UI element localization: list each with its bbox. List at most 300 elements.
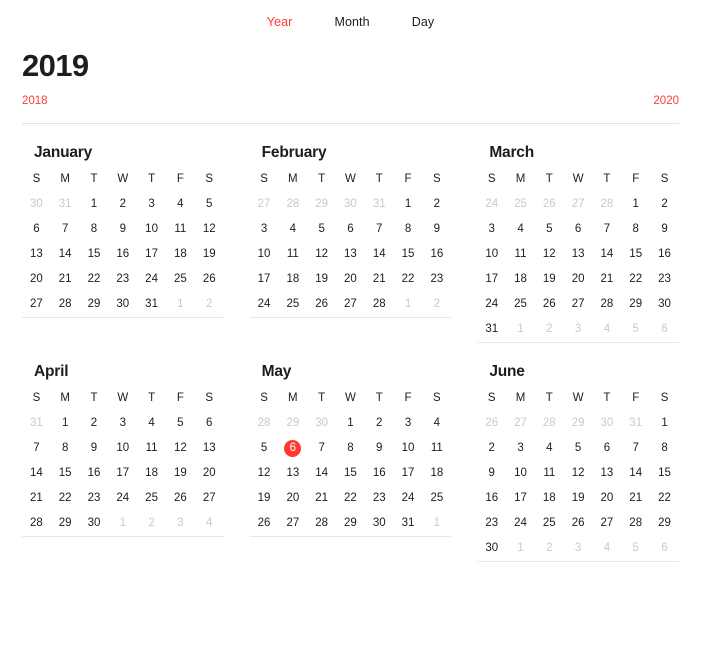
day-cell[interactable]	[250, 267, 279, 292]
day-cell[interactable]	[535, 436, 564, 461]
day-cell[interactable]	[650, 292, 679, 317]
day-cell[interactable]	[80, 486, 109, 511]
day-cell[interactable]	[535, 292, 564, 317]
day-cell[interactable]	[51, 411, 80, 436]
day-cell[interactable]	[650, 511, 679, 536]
day-cell[interactable]	[593, 511, 622, 536]
day-cell[interactable]	[535, 317, 564, 343]
day-cell[interactable]	[51, 486, 80, 511]
week-row	[250, 217, 452, 242]
day-number: 3	[488, 222, 495, 235]
weekday-label: M	[60, 172, 70, 185]
day-cell[interactable]	[365, 292, 394, 318]
day-cell[interactable]	[108, 192, 137, 217]
day-number: 15	[629, 247, 643, 260]
day-cell[interactable]	[593, 267, 622, 292]
tab-month[interactable]: Month	[334, 15, 370, 29]
day-number: 1	[404, 297, 412, 310]
day-cell[interactable]	[51, 267, 80, 292]
day-cell[interactable]	[564, 411, 593, 436]
weekday-label: T	[375, 172, 383, 185]
day-cell[interactable]	[506, 217, 535, 242]
day-cell[interactable]	[137, 292, 166, 318]
day-cell[interactable]	[394, 461, 423, 486]
day-cell[interactable]	[535, 217, 564, 242]
day-cell[interactable]	[564, 511, 593, 536]
day-cell[interactable]	[394, 192, 423, 217]
day-cell[interactable]	[80, 217, 109, 242]
day-cell[interactable]	[336, 436, 365, 461]
month-title[interactable]: April	[34, 362, 69, 380]
day-cell[interactable]	[535, 242, 564, 267]
weekday-header-row	[22, 170, 224, 192]
day-number: 28	[29, 516, 43, 529]
day-cell[interactable]	[535, 536, 564, 562]
day-cell[interactable]	[593, 536, 622, 562]
day-number: 30	[87, 516, 101, 529]
day-cell[interactable]	[506, 267, 535, 292]
day-cell[interactable]	[593, 317, 622, 343]
weekday-label: S	[487, 172, 496, 185]
month-title[interactable]: February	[261, 143, 327, 161]
day-cell[interactable]	[137, 217, 166, 242]
day-cell[interactable]	[250, 486, 279, 511]
day-number: 3	[260, 222, 268, 235]
day-cell[interactable]	[250, 242, 279, 267]
day-cell[interactable]	[394, 486, 423, 511]
day-number: 20	[600, 491, 614, 504]
day-cell[interactable]	[535, 267, 564, 292]
day-cell[interactable]	[250, 292, 279, 318]
weekday-label: T	[318, 172, 326, 185]
day-number: 5	[632, 541, 639, 554]
day-cell[interactable]	[477, 242, 506, 267]
day-cell[interactable]	[166, 267, 195, 292]
day-cell[interactable]	[422, 192, 451, 217]
day-cell[interactable]	[564, 292, 593, 317]
day-cell[interactable]	[166, 436, 195, 461]
day-number: 29	[344, 516, 357, 529]
day-cell[interactable]	[307, 217, 336, 242]
day-cell[interactable]	[621, 217, 650, 242]
day-cell[interactable]	[80, 411, 109, 436]
day-number: 28	[600, 197, 614, 210]
day-cell[interactable]	[278, 267, 307, 292]
day-cell[interactable]	[593, 461, 622, 486]
day-cell[interactable]	[336, 461, 365, 486]
day-number: 25	[542, 516, 556, 529]
day-cell[interactable]	[278, 242, 307, 267]
day-number: 13	[344, 247, 357, 260]
month-title[interactable]: January	[34, 143, 93, 161]
day-cell[interactable]	[535, 486, 564, 511]
day-cell[interactable]	[250, 436, 279, 461]
day-cell[interactable]	[137, 461, 166, 486]
day-cell[interactable]	[22, 192, 51, 217]
day-cell[interactable]	[22, 486, 51, 511]
day-number: 14	[29, 466, 43, 479]
day-cell[interactable]	[564, 242, 593, 267]
day-number: 4	[603, 541, 611, 554]
day-cell[interactable]	[22, 511, 51, 537]
day-cell[interactable]	[195, 217, 224, 242]
day-cell[interactable]	[477, 511, 506, 536]
day-cell[interactable]	[22, 242, 51, 267]
day-number: 19	[542, 272, 556, 285]
weekday-label: F	[632, 172, 640, 185]
day-cell[interactable]	[250, 192, 279, 217]
day-cell[interactable]	[621, 411, 650, 436]
view-mode-switcher[interactable]	[0, 0, 701, 32]
day-cell[interactable]	[477, 536, 506, 562]
day-cell[interactable]	[307, 292, 336, 318]
day-cell[interactable]	[365, 436, 394, 461]
day-number: 5	[632, 322, 639, 335]
day-cell[interactable]	[621, 267, 650, 292]
day-cell[interactable]	[195, 436, 224, 461]
day-cell[interactable]	[80, 511, 109, 537]
day-cell[interactable]	[394, 411, 423, 436]
day-cell[interactable]	[650, 267, 679, 292]
day-number: 25	[173, 272, 187, 285]
week-row	[477, 192, 679, 217]
week-row	[477, 292, 679, 317]
day-cell[interactable]	[137, 242, 166, 267]
day-cell[interactable]	[422, 242, 451, 267]
day-cell[interactable]	[650, 486, 679, 511]
day-cell[interactable]	[506, 292, 535, 317]
day-cell[interactable]	[593, 411, 622, 436]
day-cell[interactable]	[365, 411, 394, 436]
month-title[interactable]: June	[489, 362, 525, 380]
day-cell[interactable]	[477, 486, 506, 511]
previous-year-link[interactable]: 2018	[22, 94, 48, 107]
day-cell[interactable]	[506, 411, 535, 436]
day-number: 14	[58, 247, 72, 260]
day-cell[interactable]	[506, 317, 535, 343]
day-cell[interactable]	[166, 192, 195, 217]
week-row	[22, 461, 224, 486]
day-number: 30	[658, 297, 671, 310]
day-cell[interactable]	[108, 242, 137, 267]
day-cell[interactable]	[278, 192, 307, 217]
day-cell[interactable]	[564, 486, 593, 511]
day-cell[interactable]	[307, 411, 336, 436]
day-cell[interactable]	[307, 267, 336, 292]
day-cell[interactable]	[593, 242, 622, 267]
day-cell[interactable]	[307, 511, 336, 537]
day-cell[interactable]	[564, 217, 593, 242]
day-cell[interactable]	[336, 411, 365, 436]
day-cell[interactable]	[506, 486, 535, 511]
day-cell[interactable]	[535, 411, 564, 436]
day-cell[interactable]	[365, 486, 394, 511]
day-cell[interactable]	[166, 292, 195, 318]
day-number: 18	[173, 247, 187, 260]
day-cell[interactable]	[365, 511, 394, 537]
day-cell[interactable]	[250, 511, 279, 537]
day-cell[interactable]	[394, 292, 423, 318]
day-cell[interactable]	[564, 436, 593, 461]
day-cell[interactable]	[650, 192, 679, 217]
day-cell[interactable]	[22, 461, 51, 486]
day-number: 1	[119, 516, 126, 529]
day-cell[interactable]	[535, 192, 564, 217]
day-cell[interactable]	[307, 461, 336, 486]
day-cell[interactable]	[564, 536, 593, 562]
day-cell[interactable]	[650, 411, 679, 436]
day-cell[interactable]	[593, 217, 622, 242]
day-cell[interactable]	[477, 411, 506, 436]
day-cell[interactable]	[195, 511, 224, 537]
day-number: 15	[658, 466, 671, 479]
day-number: 24	[145, 272, 158, 285]
day-cell[interactable]	[166, 217, 195, 242]
day-number: 6	[661, 322, 668, 335]
day-number: 27	[571, 197, 585, 210]
day-cell[interactable]	[336, 511, 365, 537]
day-cell[interactable]	[108, 217, 137, 242]
day-cell[interactable]	[394, 217, 423, 242]
day-cell[interactable]	[51, 461, 80, 486]
day-cell[interactable]	[108, 436, 137, 461]
day-number: 30	[315, 416, 329, 429]
day-cell[interactable]	[535, 461, 564, 486]
day-cell[interactable]	[477, 317, 506, 343]
day-number: 13	[600, 466, 614, 479]
weekday-label: S	[205, 172, 214, 185]
day-cell[interactable]	[506, 242, 535, 267]
tab-day[interactable]: Day	[411, 15, 435, 29]
month-february	[250, 144, 452, 343]
day-cell[interactable]	[278, 461, 307, 486]
day-cell[interactable]	[51, 217, 80, 242]
day-cell[interactable]	[108, 461, 137, 486]
day-cell[interactable]	[195, 192, 224, 217]
day-cell[interactable]	[336, 242, 365, 267]
week-row	[250, 511, 452, 537]
day-number: 16	[87, 466, 101, 479]
day-cell[interactable]	[336, 267, 365, 292]
day-cell[interactable]	[422, 486, 451, 511]
day-cell[interactable]	[621, 317, 650, 343]
day-cell[interactable]	[336, 292, 365, 318]
weekday-label: S	[205, 391, 214, 404]
day-cell[interactable]	[422, 292, 451, 318]
day-cell[interactable]	[166, 242, 195, 267]
day-cell[interactable]	[621, 461, 650, 486]
day-cell[interactable]	[195, 242, 224, 267]
day-cell[interactable]	[22, 292, 51, 318]
day-cell[interactable]	[336, 486, 365, 511]
day-cell[interactable]	[278, 411, 307, 436]
day-cell[interactable]	[137, 511, 166, 537]
day-cell[interactable]	[166, 486, 195, 511]
day-cell[interactable]	[336, 217, 365, 242]
day-cell[interactable]	[80, 292, 109, 318]
day-cell[interactable]	[51, 292, 80, 318]
day-cell[interactable]	[593, 292, 622, 317]
day-number: 29	[629, 297, 643, 310]
day-cell[interactable]	[506, 511, 535, 536]
month-title[interactable]: March	[489, 143, 534, 161]
day-cell[interactable]	[137, 267, 166, 292]
day-cell[interactable]	[621, 242, 650, 267]
day-cell[interactable]	[506, 536, 535, 562]
day-cell[interactable]	[166, 411, 195, 436]
day-cell[interactable]	[137, 486, 166, 511]
day-cell[interactable]	[80, 436, 109, 461]
day-cell[interactable]	[365, 267, 394, 292]
day-cell[interactable]	[394, 511, 423, 537]
day-number: 9	[661, 222, 668, 235]
weekday-label: M	[60, 391, 70, 404]
day-cell[interactable]	[278, 486, 307, 511]
day-cell[interactable]	[365, 461, 394, 486]
day-cell[interactable]	[593, 486, 622, 511]
day-cell[interactable]	[166, 461, 195, 486]
day-cell[interactable]	[51, 511, 80, 537]
day-cell[interactable]	[621, 436, 650, 461]
day-cell[interactable]	[195, 292, 224, 318]
day-cell[interactable]	[621, 292, 650, 317]
day-cell[interactable]	[650, 536, 679, 562]
tab-year[interactable]: Year	[266, 15, 293, 29]
day-cell[interactable]	[394, 436, 423, 461]
day-number: 19	[173, 466, 187, 479]
day-cell[interactable]	[137, 411, 166, 436]
next-year-link[interactable]: 2020	[653, 94, 679, 107]
day-number: 25	[286, 297, 300, 310]
day-cell[interactable]	[477, 192, 506, 217]
day-cell[interactable]	[195, 411, 224, 436]
day-cell[interactable]	[621, 486, 650, 511]
day-cell[interactable]	[51, 242, 80, 267]
day-cell[interactable]	[422, 461, 451, 486]
day-cell[interactable]	[365, 217, 394, 242]
weekday-label: T	[545, 172, 553, 185]
day-cell[interactable]	[195, 486, 224, 511]
day-cell[interactable]	[80, 461, 109, 486]
month-march	[477, 144, 679, 343]
day-cell[interactable]	[108, 486, 137, 511]
day-cell[interactable]	[422, 436, 451, 461]
day-cell[interactable]	[108, 511, 137, 537]
day-number: 2	[206, 297, 213, 310]
day-cell[interactable]	[535, 511, 564, 536]
day-cell[interactable]	[422, 267, 451, 292]
day-cell[interactable]	[564, 461, 593, 486]
day-number: 21	[29, 491, 43, 504]
day-number: 22	[87, 272, 101, 285]
day-cell[interactable]	[564, 267, 593, 292]
day-cell[interactable]	[22, 411, 51, 436]
day-cell[interactable]	[650, 217, 679, 242]
day-cell[interactable]	[307, 242, 336, 267]
day-number: 3	[177, 516, 184, 529]
day-cell[interactable]	[394, 267, 423, 292]
day-cell[interactable]	[477, 461, 506, 486]
day-cell[interactable]	[422, 511, 451, 537]
day-cell[interactable]	[621, 192, 650, 217]
day-cell[interactable]	[108, 411, 137, 436]
day-cell[interactable]	[22, 436, 51, 461]
day-cell[interactable]	[650, 436, 679, 461]
day-cell[interactable]	[195, 267, 224, 292]
day-cell[interactable]	[307, 192, 336, 217]
day-cell[interactable]	[80, 242, 109, 267]
day-cell[interactable]	[621, 511, 650, 536]
day-number: 19	[571, 491, 585, 504]
day-cell[interactable]	[22, 267, 51, 292]
day-number: 12	[571, 466, 585, 479]
day-cell[interactable]	[593, 436, 622, 461]
week-row	[250, 192, 452, 217]
day-number: 9	[433, 222, 441, 235]
day-cell[interactable]	[365, 192, 394, 217]
day-cell[interactable]	[166, 511, 195, 537]
day-cell[interactable]	[593, 192, 622, 217]
day-cell[interactable]	[307, 486, 336, 511]
day-cell[interactable]	[394, 242, 423, 267]
day-cell[interactable]	[506, 461, 535, 486]
day-cell[interactable]	[564, 317, 593, 343]
day-cell[interactable]	[307, 436, 336, 461]
day-cell[interactable]	[278, 292, 307, 318]
day-cell[interactable]	[278, 511, 307, 537]
day-cell[interactable]	[506, 436, 535, 461]
day-cell[interactable]	[336, 192, 365, 217]
day-cell[interactable]	[650, 242, 679, 267]
day-number: 22	[401, 272, 415, 285]
day-cell[interactable]	[22, 217, 51, 242]
day-cell[interactable]	[51, 192, 80, 217]
day-number: 16	[430, 247, 444, 260]
day-cell[interactable]	[477, 292, 506, 317]
day-cell[interactable]	[80, 192, 109, 217]
day-cell[interactable]	[250, 461, 279, 486]
day-cell[interactable]	[80, 267, 109, 292]
day-cell[interactable]	[51, 436, 80, 461]
day-number: 23	[372, 491, 386, 504]
day-cell[interactable]	[422, 217, 451, 242]
month-title[interactable]: May	[261, 362, 292, 380]
day-number: 5	[260, 441, 268, 454]
day-cell[interactable]	[137, 436, 166, 461]
month-january	[22, 144, 224, 343]
day-number: 24	[116, 491, 130, 504]
day-cell[interactable]	[108, 292, 137, 318]
day-cell[interactable]	[650, 461, 679, 486]
day-cell[interactable]	[506, 192, 535, 217]
day-cell[interactable]	[477, 217, 506, 242]
day-cell[interactable]	[108, 267, 137, 292]
day-cell[interactable]	[621, 536, 650, 562]
day-cell[interactable]	[365, 242, 394, 267]
day-cell[interactable]	[422, 411, 451, 436]
day-cell[interactable]	[195, 461, 224, 486]
day-cell-today[interactable]	[278, 436, 307, 461]
day-cell[interactable]	[477, 267, 506, 292]
day-cell[interactable]	[564, 192, 593, 217]
day-cell[interactable]	[650, 317, 679, 343]
day-cell[interactable]	[477, 436, 506, 461]
day-cell[interactable]	[278, 217, 307, 242]
day-cell[interactable]	[250, 411, 279, 436]
day-number: 28	[629, 516, 643, 529]
day-cell[interactable]	[250, 217, 279, 242]
day-cell[interactable]	[137, 192, 166, 217]
